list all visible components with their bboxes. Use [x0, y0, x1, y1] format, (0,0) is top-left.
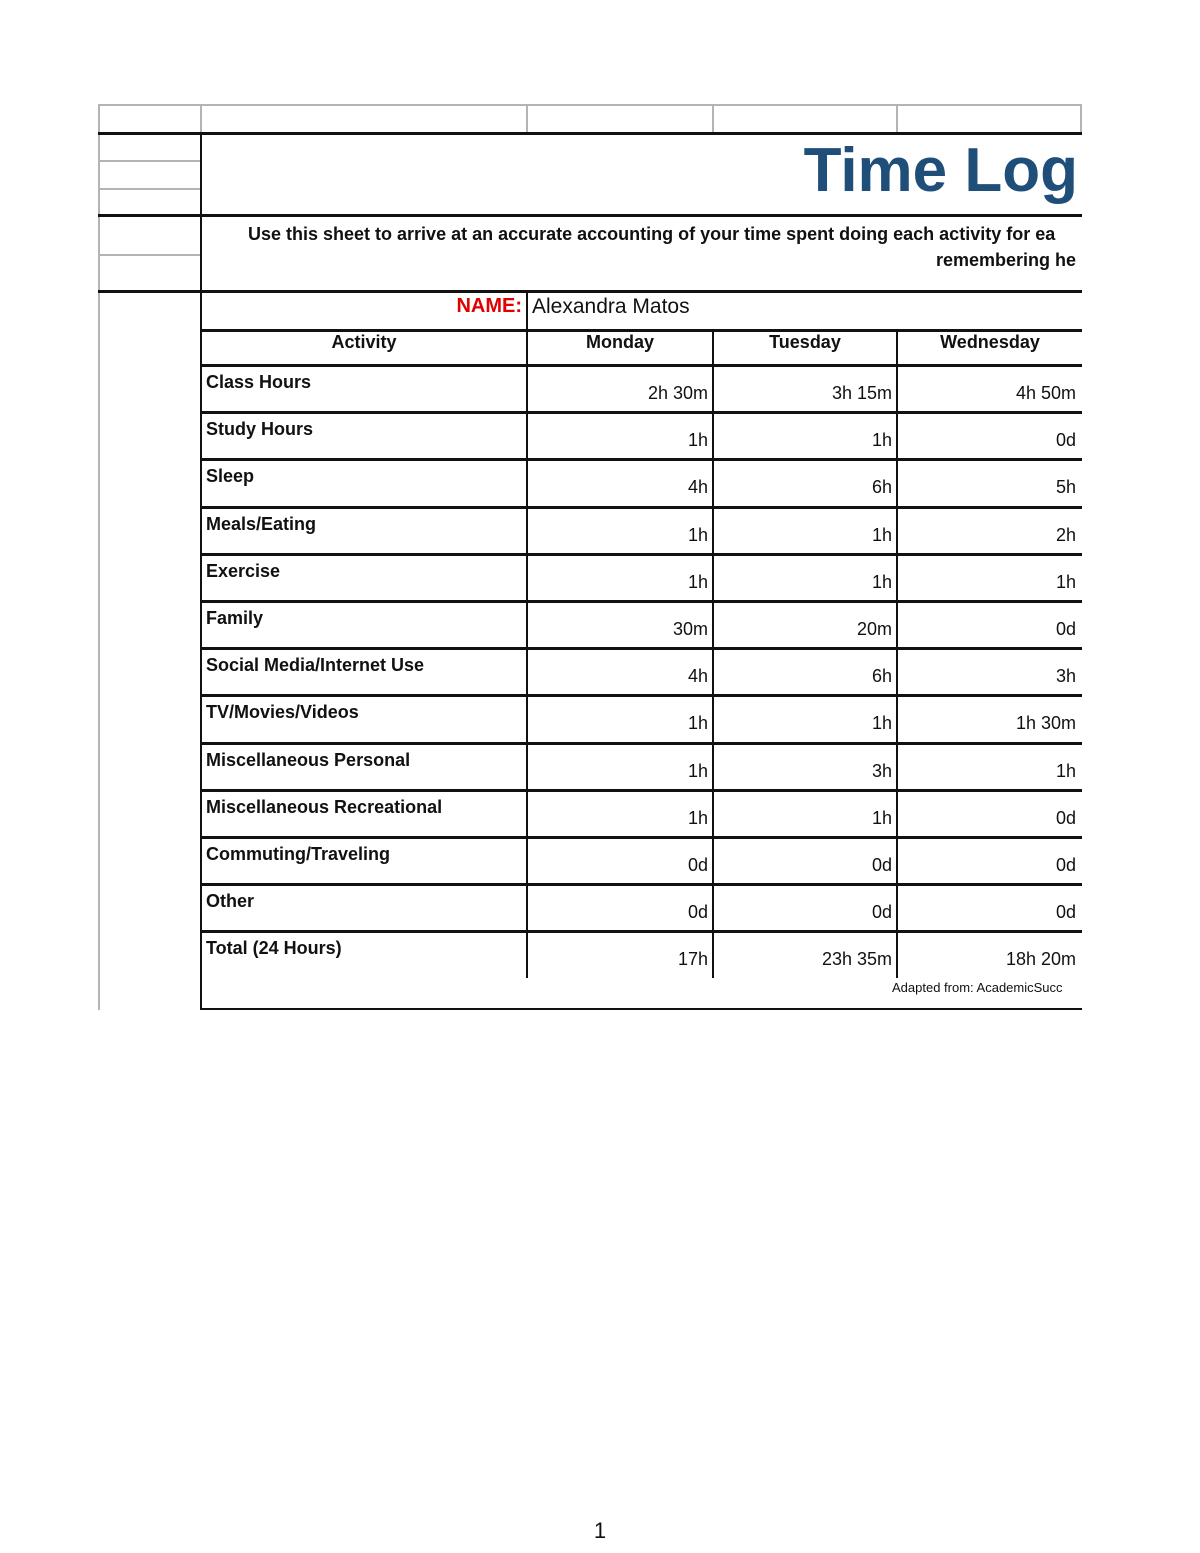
activity-label: Miscellaneous Personal: [206, 750, 411, 770]
activity-label: Class Hours: [206, 372, 312, 392]
row-border: [200, 836, 1082, 839]
grid-line: [200, 104, 202, 132]
time-value-cell[interactable]: 1h: [1055, 761, 1076, 781]
row-border: [200, 411, 1082, 414]
time-value-cell[interactable]: 1h: [871, 572, 892, 592]
activity-label: Social Media/Internet Use: [206, 655, 425, 675]
activity-label: Total (24 Hours): [206, 938, 342, 958]
table-border: [712, 329, 714, 978]
time-value-cell[interactable]: 1h: [871, 713, 892, 733]
grid-line: [98, 104, 100, 1010]
time-value-cell[interactable]: 0d: [1055, 902, 1076, 922]
activity-label: Study Hours: [206, 419, 314, 439]
row-border: [200, 694, 1082, 697]
grid-line: [98, 254, 200, 256]
activity-label: Exercise: [206, 561, 281, 581]
adapted-from-note: Adapted from: AcademicSucc: [892, 980, 1063, 995]
time-value-cell[interactable]: 6h: [871, 477, 892, 497]
grid-line: [526, 104, 528, 132]
time-value-cell[interactable]: 6h: [871, 666, 892, 686]
time-value-cell[interactable]: 0d: [687, 902, 708, 922]
instructions-line-1: Use this sheet to arrive at an accurate accounting of your time spent doing each activity for ea: [248, 224, 1056, 244]
time-value-cell[interactable]: 3h 15m: [831, 383, 892, 403]
table-border: [98, 290, 1082, 293]
page-number: 1: [593, 1518, 607, 1543]
time-value-cell[interactable]: 0d: [687, 855, 708, 875]
time-value-cell[interactable]: 0d: [871, 855, 892, 875]
time-value-cell[interactable]: 23h 35m: [821, 949, 892, 969]
time-value-cell[interactable]: 1h: [871, 430, 892, 450]
row-border: [200, 506, 1082, 509]
time-value-cell[interactable]: 18h 20m: [1005, 949, 1076, 969]
table-border: [200, 1008, 1082, 1010]
time-value-cell[interactable]: 1h: [871, 808, 892, 828]
time-value-cell[interactable]: 0d: [1055, 808, 1076, 828]
table-border: [98, 214, 1082, 217]
row-border: [200, 553, 1082, 556]
time-value-cell[interactable]: 1h: [687, 430, 708, 450]
row-border: [200, 458, 1082, 461]
instructions-line-2: remembering he: [936, 250, 1077, 270]
activity-label: Commuting/Traveling: [206, 844, 391, 864]
time-value-cell[interactable]: 1h: [687, 713, 708, 733]
time-value-cell[interactable]: 5h: [1055, 477, 1076, 497]
row-border: [200, 883, 1082, 886]
time-value-cell[interactable]: 17h: [677, 949, 708, 969]
time-log-sheet: [98, 104, 1082, 1010]
time-value-cell[interactable]: 1h: [871, 525, 892, 545]
grid-line: [98, 160, 200, 162]
time-value-cell[interactable]: 4h 50m: [1015, 383, 1076, 403]
name-value[interactable]: Alexandra Matos: [532, 295, 690, 318]
activity-label: Sleep: [206, 466, 255, 486]
row-border: [200, 600, 1082, 603]
column-header-wednesday: Wednesday: [940, 332, 1040, 352]
table-border: [98, 132, 1082, 135]
time-value-cell[interactable]: 2h: [1055, 525, 1076, 545]
time-value-cell[interactable]: 1h: [687, 761, 708, 781]
time-value-cell[interactable]: 0d: [1055, 855, 1076, 875]
time-value-cell[interactable]: 0d: [871, 902, 892, 922]
grid-line: [1080, 104, 1082, 132]
name-label: NAME:: [456, 295, 522, 317]
activity-label: Meals/Eating: [206, 514, 317, 534]
table-border: [200, 132, 202, 1010]
grid-line: [712, 104, 714, 132]
time-value-cell[interactable]: 0d: [1055, 430, 1076, 450]
activity-label: Miscellaneous Recreational: [206, 797, 443, 817]
table-border: [896, 329, 898, 978]
table-border: [526, 290, 528, 978]
time-value-cell[interactable]: 1h: [687, 572, 708, 592]
row-border: [200, 930, 1082, 933]
time-value-cell[interactable]: 3h: [1055, 666, 1076, 686]
column-header-activity: Activity: [331, 332, 397, 352]
activity-label: Other: [206, 891, 255, 911]
column-header-tuesday: Tuesday: [769, 332, 841, 352]
row-border: [200, 364, 1082, 367]
time-value-cell[interactable]: 1h 30m: [1015, 713, 1076, 733]
activity-label: TV/Movies/Videos: [206, 702, 359, 722]
time-value-cell[interactable]: 4h: [687, 477, 708, 497]
page-title: Time Log: [803, 136, 1078, 205]
time-value-cell[interactable]: 3h: [871, 761, 892, 781]
time-value-cell[interactable]: 30m: [672, 619, 708, 639]
time-value-cell[interactable]: 4h: [687, 666, 708, 686]
time-value-cell[interactable]: 1h: [687, 525, 708, 545]
time-value-cell[interactable]: 0d: [1055, 619, 1076, 639]
time-value-cell[interactable]: 20m: [856, 619, 892, 639]
column-header-monday: Monday: [585, 332, 654, 352]
grid-line: [896, 104, 898, 132]
row-border: [200, 647, 1082, 650]
time-value-cell[interactable]: 1h: [1055, 572, 1076, 592]
time-value-cell[interactable]: 2h 30m: [647, 383, 708, 403]
grid-line: [98, 188, 200, 190]
row-border: [200, 742, 1082, 745]
activity-label: Family: [206, 608, 264, 628]
row-border: [200, 789, 1082, 792]
time-value-cell[interactable]: 1h: [687, 808, 708, 828]
grid-line: [98, 104, 1082, 106]
